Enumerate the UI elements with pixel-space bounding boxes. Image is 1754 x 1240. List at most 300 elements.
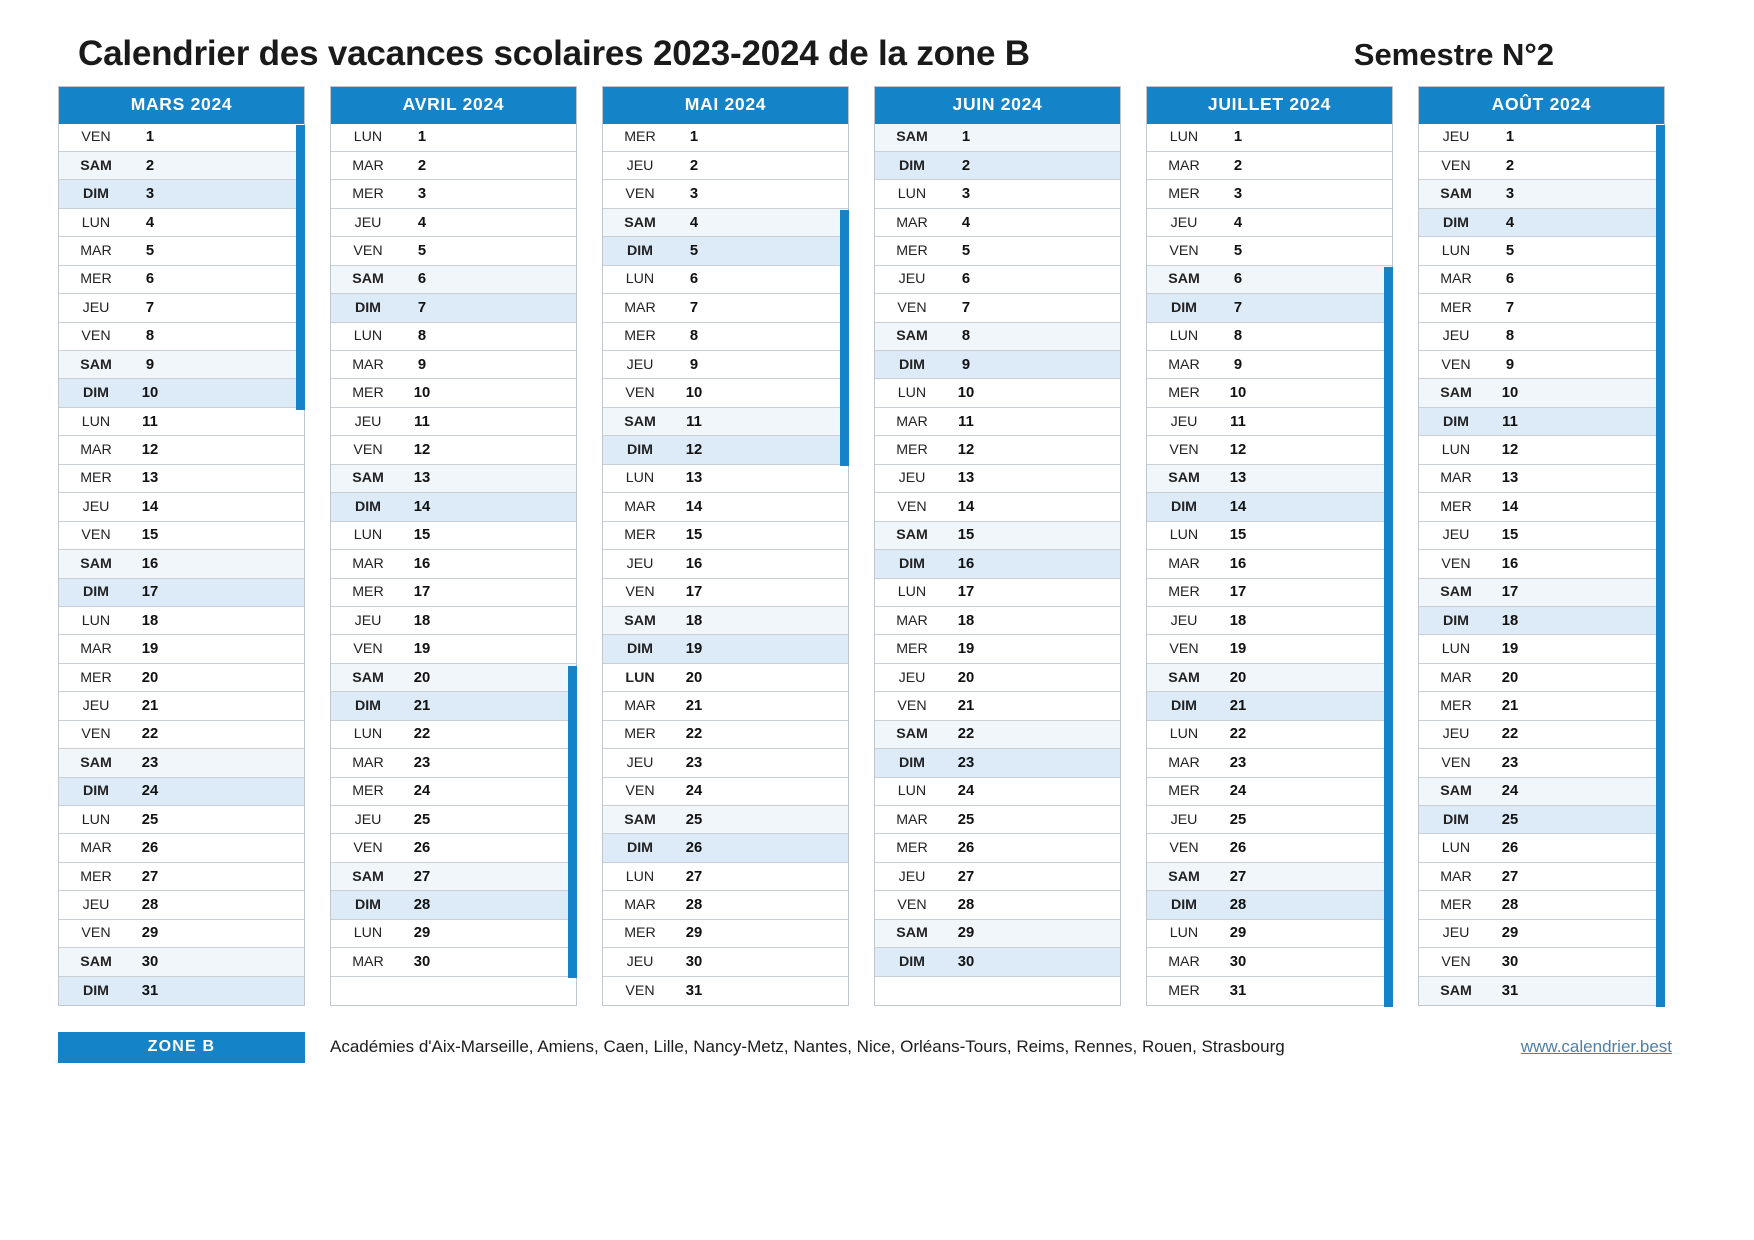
day-row: [875, 550, 1120, 578]
day-row: [603, 237, 848, 265]
day-row: [1419, 664, 1664, 692]
day-of-week: SAM: [1168, 868, 1200, 885]
day-of-week: SAM: [624, 413, 656, 430]
day-of-week: VEN: [625, 584, 655, 601]
day-row: [875, 209, 1120, 237]
day-row: [875, 579, 1120, 607]
day-number: 20: [957, 669, 975, 686]
day-number: 15: [1229, 527, 1247, 544]
day-number: 16: [141, 555, 159, 572]
day-number: 13: [141, 470, 159, 487]
day-row: [1147, 692, 1392, 720]
day-number: 3: [417, 186, 427, 203]
day-number: 21: [685, 697, 703, 714]
day-of-week: MER: [1440, 897, 1472, 914]
day-of-week: DIM: [626, 641, 653, 658]
day-number: 23: [685, 754, 703, 771]
day-of-week: LUN: [1169, 925, 1199, 942]
day-number: 28: [141, 897, 159, 914]
day-number: 25: [957, 811, 975, 828]
day-number: 19: [1501, 641, 1519, 658]
day-row: [1147, 323, 1392, 351]
day-row: [875, 522, 1120, 550]
day-row: [1419, 408, 1664, 436]
day-row: [1147, 749, 1392, 777]
day-row: [1419, 379, 1664, 407]
day-number: 23: [957, 754, 975, 771]
day-of-week: LUN: [625, 271, 655, 288]
day-row: [603, 493, 848, 521]
day-row: [331, 806, 576, 834]
day-of-week: MAR: [896, 214, 928, 231]
day-number: 9: [145, 356, 155, 373]
day-number: 5: [145, 242, 155, 259]
day-row: [59, 522, 304, 550]
day-of-week: MER: [1168, 783, 1200, 800]
day-number: 9: [1233, 356, 1243, 373]
day-row: [1419, 721, 1664, 749]
day-list: [875, 124, 1120, 1006]
day-row: [331, 920, 576, 948]
day-row: [875, 778, 1120, 806]
day-row: [875, 379, 1120, 407]
day-number: 14: [1229, 498, 1247, 515]
day-number: 14: [1501, 498, 1519, 515]
vacation-marker-bar: [840, 210, 849, 466]
day-row: [875, 863, 1120, 891]
day-number: 16: [1501, 555, 1519, 572]
day-row: [1419, 806, 1664, 834]
day-number: 27: [1501, 868, 1519, 885]
day-of-week: LUN: [353, 527, 383, 544]
day-of-week: DIM: [354, 299, 381, 316]
months-grid: [0, 86, 1754, 1006]
day-of-week: VEN: [625, 186, 655, 203]
day-of-week: SAM: [1440, 783, 1472, 800]
day-of-week: LUN: [897, 186, 927, 203]
day-number: 20: [413, 669, 431, 686]
day-of-week: DIM: [626, 242, 653, 259]
day-row: [603, 124, 848, 152]
day-of-week: SAM: [80, 555, 112, 572]
day-number: 23: [413, 754, 431, 771]
day-number: 17: [1229, 584, 1247, 601]
day-number: 4: [689, 214, 699, 231]
day-number: 29: [1229, 925, 1247, 942]
day-row: [875, 721, 1120, 749]
day-of-week: LUN: [1169, 726, 1199, 743]
day-of-week: DIM: [898, 754, 925, 771]
day-row: [1147, 379, 1392, 407]
day-number: 2: [1505, 157, 1515, 174]
day-row: [875, 180, 1120, 208]
day-row: [1147, 237, 1392, 265]
day-number: 7: [961, 299, 971, 316]
day-number: 3: [689, 186, 699, 203]
month-title: JUILLET 2024: [1147, 87, 1392, 124]
day-row: [59, 721, 304, 749]
day-row: [875, 664, 1120, 692]
day-of-week: LUN: [897, 385, 927, 402]
day-of-week: MER: [1168, 982, 1200, 999]
day-number: 10: [141, 385, 159, 402]
day-of-week: MAR: [1168, 953, 1200, 970]
day-of-week: JEU: [1170, 612, 1198, 629]
day-row: [1419, 834, 1664, 862]
day-row: [1147, 920, 1392, 948]
day-of-week: JEU: [626, 754, 654, 771]
day-of-week: MAR: [352, 754, 384, 771]
day-row: [1419, 465, 1664, 493]
semester-label: Semestre N°2: [1353, 37, 1554, 72]
day-row: [1419, 749, 1664, 777]
day-row: [331, 522, 576, 550]
day-number: 9: [417, 356, 427, 373]
day-row: [603, 749, 848, 777]
month-column: [330, 86, 577, 1006]
day-number: 31: [1229, 982, 1247, 999]
day-number: 2: [1233, 157, 1243, 174]
month-title: MARS 2024: [59, 87, 304, 124]
day-number: 24: [141, 783, 159, 800]
day-of-week: DIM: [898, 555, 925, 572]
day-row: [331, 152, 576, 180]
day-row: [875, 465, 1120, 493]
day-row: [603, 806, 848, 834]
day-row: [875, 436, 1120, 464]
day-number: 9: [961, 356, 971, 373]
day-of-week: VEN: [81, 328, 111, 345]
day-row: [59, 237, 304, 265]
day-of-week: MAR: [80, 242, 112, 259]
day-number: 13: [413, 470, 431, 487]
day-number: 17: [685, 584, 703, 601]
day-row: [1147, 152, 1392, 180]
day-of-week: MER: [352, 385, 384, 402]
day-number: 27: [413, 868, 431, 885]
day-of-week: VEN: [897, 697, 927, 714]
day-row: [1147, 522, 1392, 550]
day-list: [1419, 124, 1664, 1006]
day-number: 21: [413, 697, 431, 714]
day-of-week: JEU: [82, 697, 110, 714]
day-number: 20: [1229, 669, 1247, 686]
day-number: 21: [1501, 697, 1519, 714]
day-number: 22: [413, 726, 431, 743]
day-row: [875, 920, 1120, 948]
day-of-week: VEN: [1169, 242, 1199, 259]
day-number: 8: [1233, 328, 1243, 345]
day-number: 18: [413, 612, 431, 629]
day-of-week: MER: [352, 783, 384, 800]
day-of-week: SAM: [1168, 669, 1200, 686]
day-row: [331, 579, 576, 607]
day-number: 11: [142, 413, 158, 430]
day-list: [59, 124, 304, 1006]
day-of-week: MER: [80, 271, 112, 288]
day-row: [59, 692, 304, 720]
day-of-week: MER: [624, 328, 656, 345]
day-of-week: VEN: [625, 982, 655, 999]
day-of-week: SAM: [80, 356, 112, 373]
day-row: [1147, 550, 1392, 578]
day-of-week: MER: [896, 442, 928, 459]
day-row: [603, 180, 848, 208]
day-of-week: VEN: [353, 242, 383, 259]
day-row: [1419, 294, 1664, 322]
day-row: [59, 294, 304, 322]
day-number: 29: [1501, 925, 1519, 942]
day-number: 30: [141, 953, 159, 970]
day-of-week: DIM: [626, 840, 653, 857]
day-of-week: DIM: [626, 442, 653, 459]
month-column: [874, 86, 1121, 1006]
day-number: 3: [961, 186, 971, 203]
day-of-week: SAM: [896, 328, 928, 345]
day-of-week: JEU: [354, 811, 382, 828]
day-row: [1147, 721, 1392, 749]
day-row: [875, 493, 1120, 521]
day-of-week: SAM: [352, 470, 384, 487]
day-row: [875, 323, 1120, 351]
day-number: 13: [685, 470, 703, 487]
day-number: 11: [414, 413, 430, 430]
day-number: 3: [145, 186, 155, 203]
day-of-week: JEU: [626, 356, 654, 373]
day-of-week: DIM: [354, 897, 381, 914]
day-of-week: SAM: [352, 271, 384, 288]
day-row: [603, 948, 848, 976]
month-column: [602, 86, 849, 1006]
day-of-week: DIM: [1442, 214, 1469, 231]
day-row: [59, 920, 304, 948]
day-number: 4: [1233, 214, 1243, 231]
day-number: 4: [417, 214, 427, 231]
day-number: 10: [1501, 385, 1519, 402]
day-row: [1147, 436, 1392, 464]
day-of-week: MAR: [80, 442, 112, 459]
day-of-week: JEU: [1442, 925, 1470, 942]
day-row: [603, 209, 848, 237]
day-number: 24: [957, 783, 975, 800]
day-of-week: VEN: [897, 897, 927, 914]
day-row: [59, 834, 304, 862]
day-number: 2: [961, 157, 971, 174]
day-row: [603, 294, 848, 322]
day-row: [59, 180, 304, 208]
page-header: [0, 0, 1754, 86]
day-number: 14: [685, 498, 703, 515]
day-row: [875, 891, 1120, 919]
day-number: 8: [961, 328, 971, 345]
day-row: [875, 692, 1120, 720]
day-row: [1147, 891, 1392, 919]
day-of-week: JEU: [898, 868, 926, 885]
day-of-week: JEU: [1442, 129, 1470, 146]
day-row: [1419, 323, 1664, 351]
day-of-week: JEU: [1170, 214, 1198, 231]
day-row: [59, 379, 304, 407]
day-of-week: SAM: [80, 157, 112, 174]
day-row: [331, 436, 576, 464]
day-of-week: MER: [896, 242, 928, 259]
day-row: [331, 323, 576, 351]
day-of-week: MAR: [80, 840, 112, 857]
zone-badge: ZONE B: [58, 1032, 305, 1063]
day-number: 31: [141, 982, 159, 999]
day-of-week: MAR: [352, 356, 384, 373]
day-number: 8: [1505, 328, 1515, 345]
day-of-week: DIM: [898, 356, 925, 373]
day-of-week: LUN: [81, 811, 111, 828]
day-row: [603, 664, 848, 692]
day-row: [59, 863, 304, 891]
day-of-week: DIM: [898, 157, 925, 174]
day-of-week: MAR: [896, 612, 928, 629]
day-row: [603, 522, 848, 550]
day-number: 22: [141, 726, 159, 743]
day-row: [59, 493, 304, 521]
day-of-week: LUN: [625, 868, 655, 885]
day-of-week: JEU: [82, 897, 110, 914]
day-of-week: DIM: [82, 385, 109, 402]
day-number: 27: [141, 868, 159, 885]
day-of-week: DIM: [1170, 299, 1197, 316]
day-number: 27: [1229, 868, 1247, 885]
day-of-week: SAM: [80, 754, 112, 771]
day-of-week: JEU: [82, 299, 110, 316]
day-number: 23: [1229, 754, 1247, 771]
day-of-week: SAM: [1440, 385, 1472, 402]
day-of-week: VEN: [1441, 356, 1471, 373]
day-of-week: SAM: [624, 214, 656, 231]
day-number: 4: [1505, 214, 1515, 231]
day-of-week: SAM: [352, 868, 384, 885]
day-number: 7: [1505, 299, 1515, 316]
day-number: 14: [957, 498, 975, 515]
day-row: [1419, 977, 1664, 1005]
day-of-week: DIM: [898, 953, 925, 970]
day-number: 31: [1501, 982, 1519, 999]
day-row: [603, 977, 848, 1005]
month-column: [1418, 86, 1665, 1006]
day-number: 10: [685, 385, 703, 402]
day-row: [875, 806, 1120, 834]
day-row: [59, 664, 304, 692]
day-of-week: LUN: [1441, 442, 1471, 459]
day-row: [1419, 579, 1664, 607]
day-row-empty: [331, 977, 576, 1005]
day-number: 17: [413, 584, 431, 601]
day-number: 5: [689, 242, 699, 259]
day-number: 16: [413, 555, 431, 572]
day-number: 29: [957, 925, 975, 942]
day-of-week: VEN: [897, 299, 927, 316]
page-footer: [0, 1006, 1754, 1066]
day-of-week: JEU: [1442, 328, 1470, 345]
day-number: 2: [689, 157, 699, 174]
day-of-week: LUN: [625, 470, 655, 487]
day-of-week: SAM: [1168, 271, 1200, 288]
page-title: Calendrier des vacances scolaires 2023-2024 de la zone B: [78, 34, 1030, 73]
day-number: 2: [145, 157, 155, 174]
day-of-week: LUN: [81, 612, 111, 629]
day-number: 26: [1229, 840, 1247, 857]
day-of-week: MAR: [624, 897, 656, 914]
day-number: 1: [145, 129, 155, 146]
day-number: 5: [417, 242, 427, 259]
day-of-week: VEN: [353, 840, 383, 857]
day-row: [331, 237, 576, 265]
day-row: [603, 692, 848, 720]
website-link[interactable]: www.calendrier.best: [1520, 1037, 1672, 1057]
day-row: [59, 550, 304, 578]
day-of-week: VEN: [81, 129, 111, 146]
day-of-week: MER: [1440, 697, 1472, 714]
day-row: [603, 579, 848, 607]
day-row: [603, 607, 848, 635]
day-of-week: MAR: [896, 811, 928, 828]
day-row: [603, 465, 848, 493]
day-of-week: SAM: [896, 129, 928, 146]
day-row: [603, 379, 848, 407]
day-number: 16: [685, 555, 703, 572]
day-row: [1147, 778, 1392, 806]
vacation-marker-bar: [1656, 125, 1665, 1007]
day-number: 26: [141, 840, 159, 857]
day-of-week: MER: [1168, 186, 1200, 203]
day-of-week: VEN: [1169, 641, 1199, 658]
month-title: MAI 2024: [603, 87, 848, 124]
day-of-week: JEU: [354, 214, 382, 231]
day-number: 21: [957, 697, 975, 714]
day-row: [1147, 579, 1392, 607]
day-number: 17: [957, 584, 975, 601]
day-row: [875, 948, 1120, 976]
day-of-week: LUN: [353, 925, 383, 942]
day-number: 12: [141, 442, 159, 459]
day-of-week: MER: [624, 129, 656, 146]
day-row: [603, 436, 848, 464]
day-row: [59, 124, 304, 152]
day-number: 25: [1501, 811, 1519, 828]
day-number: 1: [1233, 129, 1243, 146]
day-row: [603, 778, 848, 806]
day-of-week: SAM: [624, 612, 656, 629]
day-of-week: LUN: [81, 214, 111, 231]
day-of-week: MAR: [896, 413, 928, 430]
day-of-week: SAM: [896, 726, 928, 743]
day-number: 6: [1505, 271, 1515, 288]
day-of-week: DIM: [82, 186, 109, 203]
day-of-week: JEU: [1442, 527, 1470, 544]
day-row: [1147, 465, 1392, 493]
day-row: [875, 351, 1120, 379]
day-of-week: VEN: [1441, 953, 1471, 970]
day-of-week: MAR: [1168, 157, 1200, 174]
day-of-week: VEN: [1441, 754, 1471, 771]
day-row: [59, 778, 304, 806]
day-row: [59, 152, 304, 180]
day-row: [1419, 237, 1664, 265]
day-row: [1419, 180, 1664, 208]
day-number: 15: [957, 527, 975, 544]
day-row: [1419, 266, 1664, 294]
day-of-week: LUN: [353, 129, 383, 146]
day-of-week: MAR: [1168, 555, 1200, 572]
day-of-week: VEN: [1169, 442, 1199, 459]
day-number: 7: [689, 299, 699, 316]
